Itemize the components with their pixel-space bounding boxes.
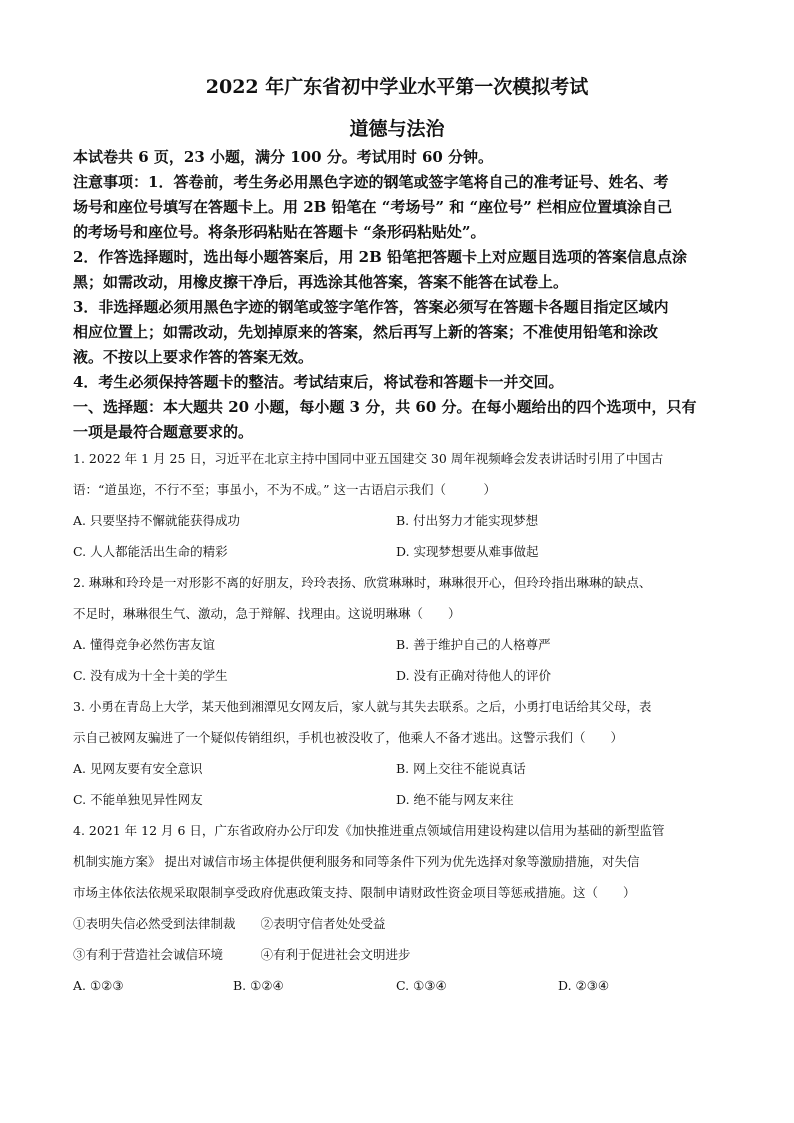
question-1-options <box>73 505 723 536</box>
option-b: B. 网上交往不能说真话 <box>396 761 526 776</box>
question-2-options <box>73 660 723 691</box>
option-a: A. 见网友要有安全意识 <box>73 761 203 776</box>
option-b: B. 善于维护自己的人格尊严 <box>396 637 551 652</box>
exam-title: 2022 年广东省初中学业水平第一次模拟考试 <box>205 76 589 98</box>
section-heading: 一、选择题：本大题共 20 小题，每小题 3 分，共 60 分。在每小题给出的四个选项中，只有 <box>73 398 697 416</box>
notice-line: 场号和座位号填写在答题卡上。用 2B 铅笔在 “考场号” 和 “座位号” 栏相应位置填涂自己 <box>73 198 672 216</box>
question-4-statements: ③有利于营造社会诚信环境 ④有利于促进社会文明进步 <box>73 947 411 962</box>
subject-title: 道德与法治 <box>349 118 445 140</box>
option-d: D. ②③④ <box>558 978 610 993</box>
option-c: C. 没有成为十全十美的学生 <box>73 668 228 683</box>
question-3-options <box>73 784 723 815</box>
question-3-stem: 3. 小勇在青岛上大学，某天他到湘潭见女网友后，家人就与其失去联系。之后，小勇打电话给其父母，表 <box>73 699 652 714</box>
question-3-options <box>73 753 723 784</box>
option-c: C. 不能单独见异性网友 <box>73 792 203 807</box>
notice-line: 液。不按以上要求作答的答案无效。 <box>73 348 314 366</box>
question-4-stem: 4. 2021 年 12 月 6 日，广东省政府办公厅印发《加快推进重点领域信用建设构建以信用为基础的新型监管 <box>73 823 665 838</box>
question-2-stem: 2. 琳琳和玲玲是一对形影不离的好朋友，玲玲表扬、欣赏琳琳时，琳琳很开心，但玲玲指出琳琳的缺点、 <box>73 575 652 590</box>
question-3-stem: 示自己被网友骗进了一个疑似传销组织，手机也被没收了，他乘人不备才逃出。这警示我们（ ） <box>73 730 624 745</box>
option-b: B. ①②④ <box>233 978 284 993</box>
question-1-options <box>73 536 723 567</box>
option-a: A. ①②③ <box>73 978 124 993</box>
question-2-options <box>73 629 723 660</box>
option-c: C. 人人都能活出生命的精彩 <box>73 544 228 559</box>
option-b: B. 付出努力才能实现梦想 <box>396 513 539 528</box>
notice-line: 相应位置上；如需改动，先划掉原来的答案，然后再写上新的答案；不准使用铅笔和涂改 <box>73 323 659 341</box>
notice-line: 3．非选择题必须用黑色字迹的钢笔或签字笔作答，答案必须写在答题卡各题目指定区域内 <box>73 298 669 316</box>
option-d: D. 没有正确对待他人的评价 <box>396 668 552 683</box>
option-c: C. ①③④ <box>396 978 447 993</box>
question-4-options <box>73 970 723 1001</box>
question-1-stem: 1. 2022 年 1 月 25 日，习近平在北京主持中国同中亚五国建交 30 周年视频峰会发表讲话时引用了中国古 <box>73 451 664 466</box>
option-d: D. 绝不能与网友来往 <box>396 792 514 807</box>
notice-line: 4．考生必须保持答题卡的整洁。考试结束后，将试卷和答题卡一并交回。 <box>73 373 564 391</box>
question-2-stem: 不足时，琳琳很生气、激动，急于辩解、找理由。这说明琳琳（ ） <box>73 606 461 621</box>
question-1-stem: 语：“道虽迩，不行不至；事虽小，不为不成。” 这一古语启示我们（ ） <box>73 482 497 497</box>
question-4-statements: ①表明失信必然受到法律制裁 ②表明守信者处处受益 <box>73 916 386 931</box>
question-4-stem: 机制实施方案》 提出对诚信市场主体提供便利服务和同等条件下列为优先选择对象等激励措施，对失信 <box>73 854 640 869</box>
notice-line: 的考场号和座位号。将条形码粘贴在答题卡 “条形码粘贴处”。 <box>73 223 486 241</box>
exam-intro: 本试卷共 6 页，23 小题，满分 100 分。考试用时 60 分钟。 <box>73 148 494 166</box>
notice-line: 2．作答选择题时，选出每小题答案后，用 2B 铅笔把答题卡上对应题目选项的答案信息点涂 <box>73 248 688 266</box>
option-d: D. 实现梦想要从难事做起 <box>396 544 539 559</box>
option-a: A. 懂得竞争必然伤害友谊 <box>73 637 215 652</box>
notice-line: 注意事项：1．答卷前，考生务必用黑色字迹的钢笔或签字笔将自己的准考证号、姓名、考 <box>73 173 669 191</box>
question-4-stem: 市场主体依法依规采取限制享受政府优惠政策支持、限制申请财政性资金项目等惩戒措施。这（ ） <box>73 885 636 900</box>
notice-line: 黑；如需改动，用橡皮擦干净后，再选涂其他答案，答案不能答在试卷上。 <box>73 273 569 291</box>
section-heading: 一项是最符合题意要求的。 <box>73 423 254 441</box>
option-a: A. 只要坚持不懈就能获得成功 <box>73 513 240 528</box>
